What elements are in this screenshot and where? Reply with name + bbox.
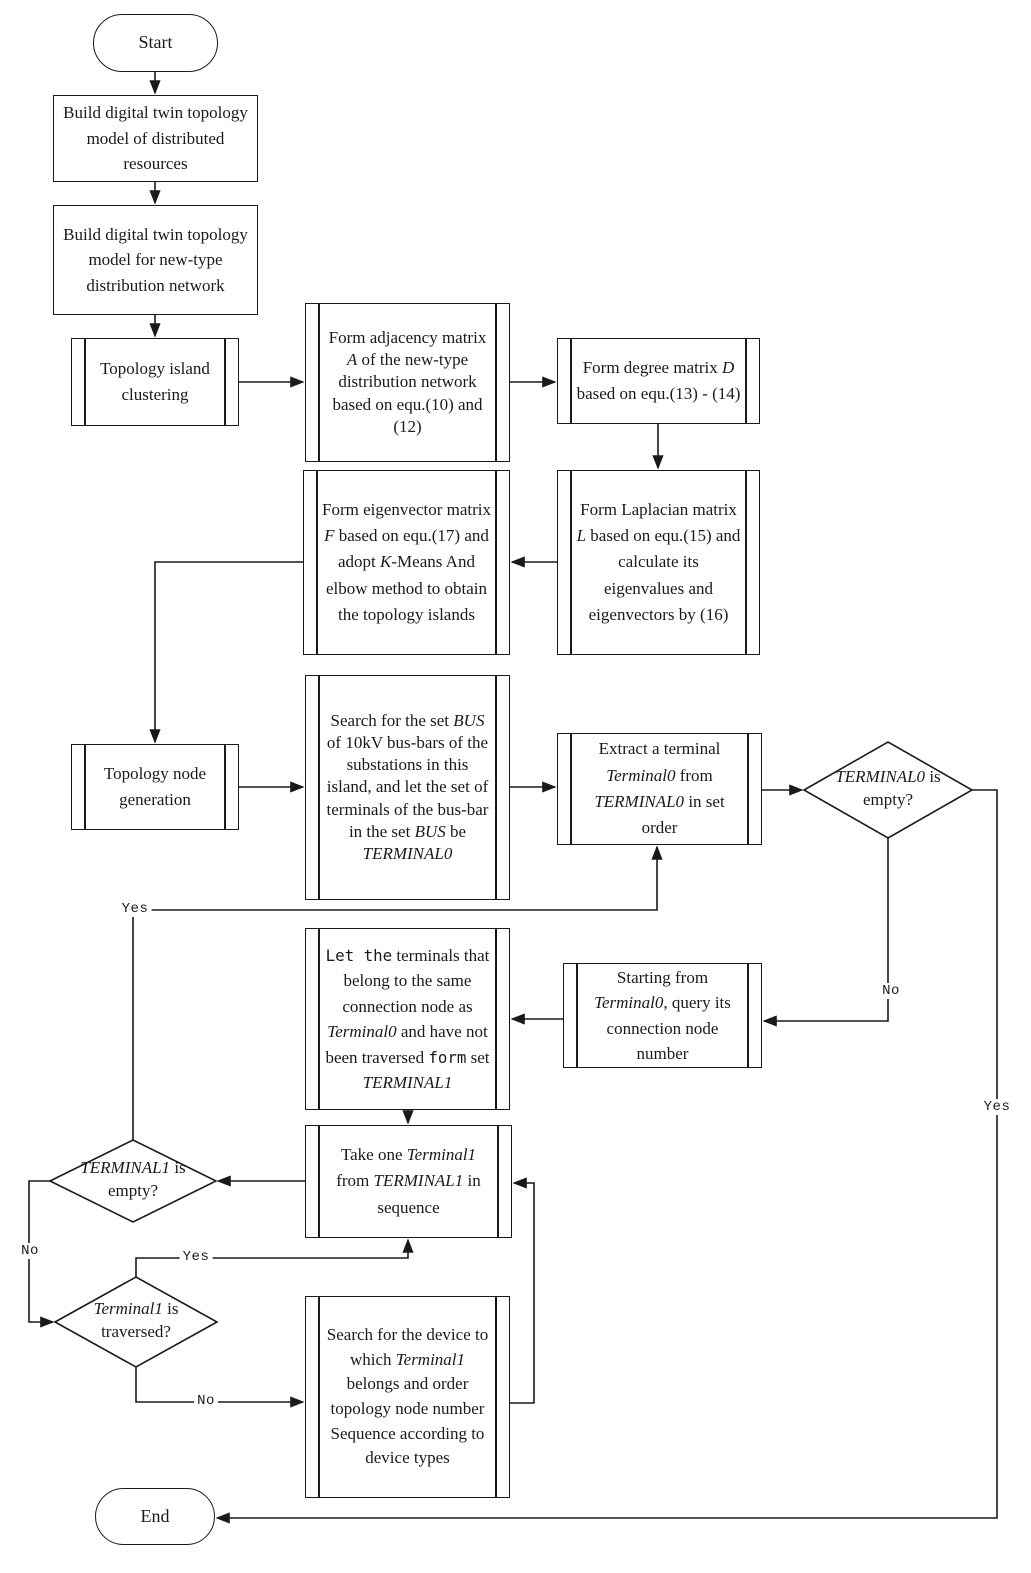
edge-label-traversed-no: No	[194, 1393, 218, 1409]
node-label: Form degree matrix D based on equ.(13) - (14)	[576, 357, 741, 403]
decision-label-terminal0-empty: TERMINAL0 is empty?	[835, 767, 941, 809]
edge-label-terminal0-empty-no: No	[879, 983, 903, 999]
node-take-one-terminal1	[305, 1125, 512, 1238]
predef-bar	[745, 339, 747, 423]
flow-arrow-eigenvector-to-nodegen	[155, 562, 303, 742]
flow-arrow-traversed-yes-to-takeone	[136, 1240, 408, 1277]
node-label: Search for the device to which Terminal1 belongs and order topology node number Sequence according to device types	[326, 1325, 489, 1468]
node-label: Let the terminals that belong to the same connection node as Terminal0 and have not been traversed form set TERMINAL1	[325, 945, 490, 1092]
start-label: Start	[138, 32, 173, 53]
decision-label-terminal1-traversed: Terminal1 is traversed?	[93, 1299, 179, 1341]
node-build-network-model	[53, 205, 258, 315]
predef-bar	[84, 745, 86, 829]
edge-label-terminal1-empty-no: No	[18, 1243, 42, 1259]
predef-bar	[570, 734, 572, 844]
node-form-degree-matrix	[557, 338, 760, 424]
node-label: Form Laplacian matrix L based on equ.(15) and calculate its eigenvalues and eigenvectors by (16)	[576, 499, 741, 625]
node-label: Starting from Terminal0, query its connection node number	[594, 967, 731, 1063]
node-topology-island-clustering	[71, 338, 239, 426]
edge-label-traversed-yes: Yes	[180, 1249, 213, 1265]
predef-bar	[495, 304, 497, 461]
predef-bar	[84, 339, 86, 425]
end-label: End	[140, 1505, 170, 1526]
predef-bar	[570, 471, 572, 654]
node-form-adjacency-matrix	[305, 303, 510, 462]
predef-bar	[495, 471, 497, 654]
predef-bar	[318, 676, 320, 899]
flow-arrow-searchdevice-to-takeone	[510, 1183, 534, 1403]
predef-bar	[745, 471, 747, 654]
node-search-device	[305, 1296, 510, 1498]
node-let-terminals-form-terminal1	[305, 928, 510, 1110]
node-label: Form eigenvector matrix F based on equ.(17) and adopt K-Means And elbow method to obtain the topology islands	[322, 499, 492, 625]
node-label: Take one Terminal1 from TERMINAL1 in sequence	[336, 1144, 481, 1217]
flow-arrow-traversed-no-to-searchdevice	[136, 1367, 303, 1402]
predef-bar	[316, 471, 318, 654]
end-terminator	[95, 1488, 215, 1545]
predef-bar	[318, 929, 320, 1109]
node-label: Build digital twin topology model for new-type distribution network	[63, 224, 248, 295]
predef-bar	[318, 1297, 320, 1497]
predef-bar	[747, 734, 749, 844]
predef-bar	[747, 964, 749, 1067]
edge-label-terminal1-empty-yes: Yes	[119, 901, 152, 917]
predef-bar	[495, 929, 497, 1109]
node-label: Extract a terminal Terminal0 from TERMINAL0 in set order	[594, 739, 725, 838]
predef-bar	[497, 1126, 499, 1237]
predef-bar	[318, 1126, 320, 1237]
node-query-connection-node	[563, 963, 762, 1068]
edge-label-terminal0-empty-yes: Yes	[981, 1099, 1014, 1115]
predef-bar	[576, 964, 578, 1067]
predef-bar	[224, 339, 226, 425]
node-label: Topology island clustering	[100, 358, 210, 404]
node-label: Search for the set BUS of 10kV bus-bars of the substations in this island, and let the set of terminals of the bus-bar in the set BUS be TERMINAL0	[326, 711, 489, 863]
node-form-eigenvector-matrix	[303, 470, 510, 655]
node-extract-terminal0	[557, 733, 762, 845]
decision-label-terminal1-empty: TERMINAL1 is empty?	[80, 1158, 186, 1200]
node-build-distributed-resources	[53, 95, 258, 182]
predef-bar	[224, 745, 226, 829]
predef-bar	[570, 339, 572, 423]
node-label: Build digital twin topology model of distributed resources	[63, 103, 248, 174]
predef-bar	[318, 304, 320, 461]
node-label: Topology node generation	[103, 763, 207, 809]
start-terminator	[93, 14, 218, 72]
flow-arrow-terminal0empty-no-to-query	[764, 838, 888, 1021]
predef-bar	[495, 676, 497, 899]
node-label: Form adjacency matrix A of the new-type distribution network based on equ.(10) and (12)	[328, 328, 487, 436]
predef-bar	[495, 1297, 497, 1497]
node-topology-node-generation	[71, 744, 239, 830]
node-search-bus-set	[305, 675, 510, 900]
node-form-laplacian-matrix	[557, 470, 760, 655]
